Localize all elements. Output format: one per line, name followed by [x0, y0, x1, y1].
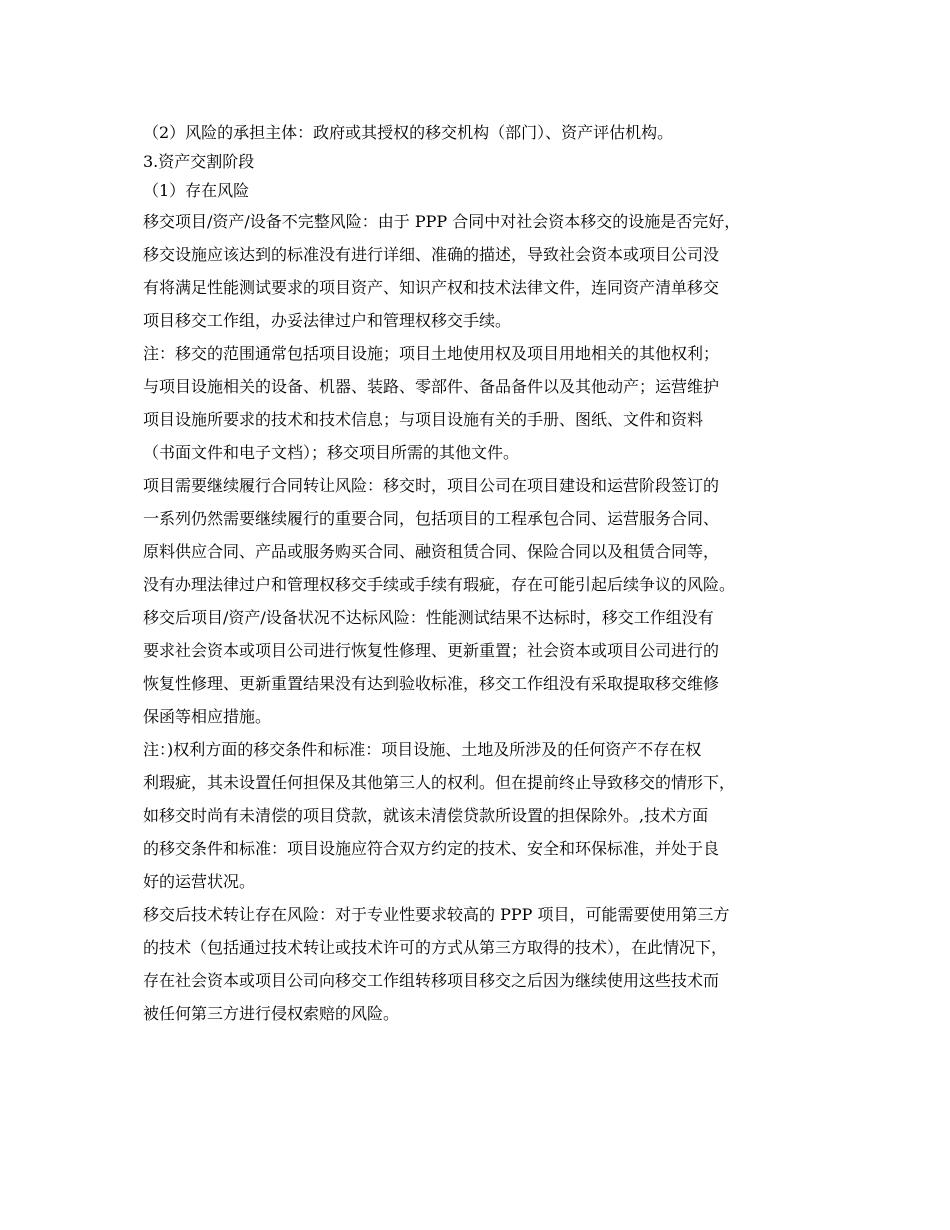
note-line: 好的运营状况。 — [143, 872, 256, 891]
section-heading: 3.资产交割阶段 — [143, 152, 255, 171]
note-line: （书面文件和电子文档）；移交项目所需的其他文件。 — [143, 443, 520, 462]
text-line: 没有办理法律过户和管理权移交手续或手续有瑕疵，存在可能引起后续争议的风险。 — [143, 575, 736, 594]
text-line: 的技术（包括通过技术转让或技术许可的方式从第三方取得的技术），在此情况下， — [143, 938, 728, 957]
text-line: 要求社会资本或项目公司进行恢复性修理、更新重置；社会资本或项目公司进行的 — [143, 641, 720, 660]
text-line: 移交设施应该达到的标准没有进行详细、准确的描述，导致社会资本或项目公司没 — [143, 245, 720, 264]
text-line: 有将满足性能测试要求的项目资产、知识产权和技术法律文件，连同资产清单移交 — [143, 278, 720, 297]
text-line: 移交后项目/资产/设备状况不达标风险：性能测试结果不达标时，移交工作组没有 — [143, 608, 714, 627]
note-line: 注：)权利方面的移交条件和标准：项目设施、土地及所涉及的任何资产不存在权 — [143, 740, 702, 759]
text-line: 恢复性修理、更新重置结果没有达到验收标准，移交工作组没有采取提取移交维修 — [143, 674, 720, 693]
text-line: （2）风险的承担主体：政府或其授权的移交机构（部门）、资产评估机构。 — [143, 123, 674, 142]
text-line: 一系列仍然需要继续履行的重要合同，包括项目的工程承包合同、运营服务合同、 — [143, 509, 720, 528]
note-line: 如移交时尚有未清偿的项目贷款，就该未清偿贷款所设置的担保除外。,技术方面 — [143, 806, 709, 825]
text-line: 移交后技术转让存在风险：对于专业性要求较高的 PPP 项目，可能需要使用第三方 — [143, 905, 730, 924]
document-body — [143, 118, 823, 1030]
text-line: 移交项目/资产/设备不完整风险：由于 PPP 合同中对社会资本移交的设施是否完好， — [143, 212, 741, 231]
note-line: 利瑕疵，其未设置任何担保及其他第三人的权利。但在提前终止导致移交的情形下， — [143, 773, 736, 792]
text-line: 被任何第三方进行侵权索赔的风险。 — [143, 1004, 400, 1023]
subsection-heading: （1）存在风险 — [143, 181, 250, 200]
note-line: 项目设施所要求的技术和技术信息；与项目设施有关的手册、图纸、文件和资料 — [143, 410, 704, 429]
text-line: 存在社会资本或项目公司向移交工作组转移项目移交之后因为继续使用这些技术而 — [143, 971, 720, 990]
note-line: 与项目设施相关的设备、机器、装路、零部件、备品备件以及其他动产；运营维护 — [143, 377, 720, 396]
note-line: 的移交条件和标准：项目设施应符合双方约定的技术、安全和环保标准，并处于良 — [143, 839, 720, 858]
text-line: 保函等相应措施。 — [143, 707, 272, 726]
text-line: 项目移交工作组，办妥法律过户和管理权移交手续。 — [143, 311, 512, 330]
note-line: 注：移交的范围通常包括项目设施；项目土地使用权及项目用地相关的其他权利； — [143, 344, 720, 363]
text-line: 原料供应合同、产品或服务购买合同、融资租赁合同、保险合同以及租赁合同等， — [143, 542, 720, 561]
text-line: 项目需要继续履行合同转让风险：移交时，项目公司在项目建设和运营阶段签订的 — [143, 476, 720, 495]
